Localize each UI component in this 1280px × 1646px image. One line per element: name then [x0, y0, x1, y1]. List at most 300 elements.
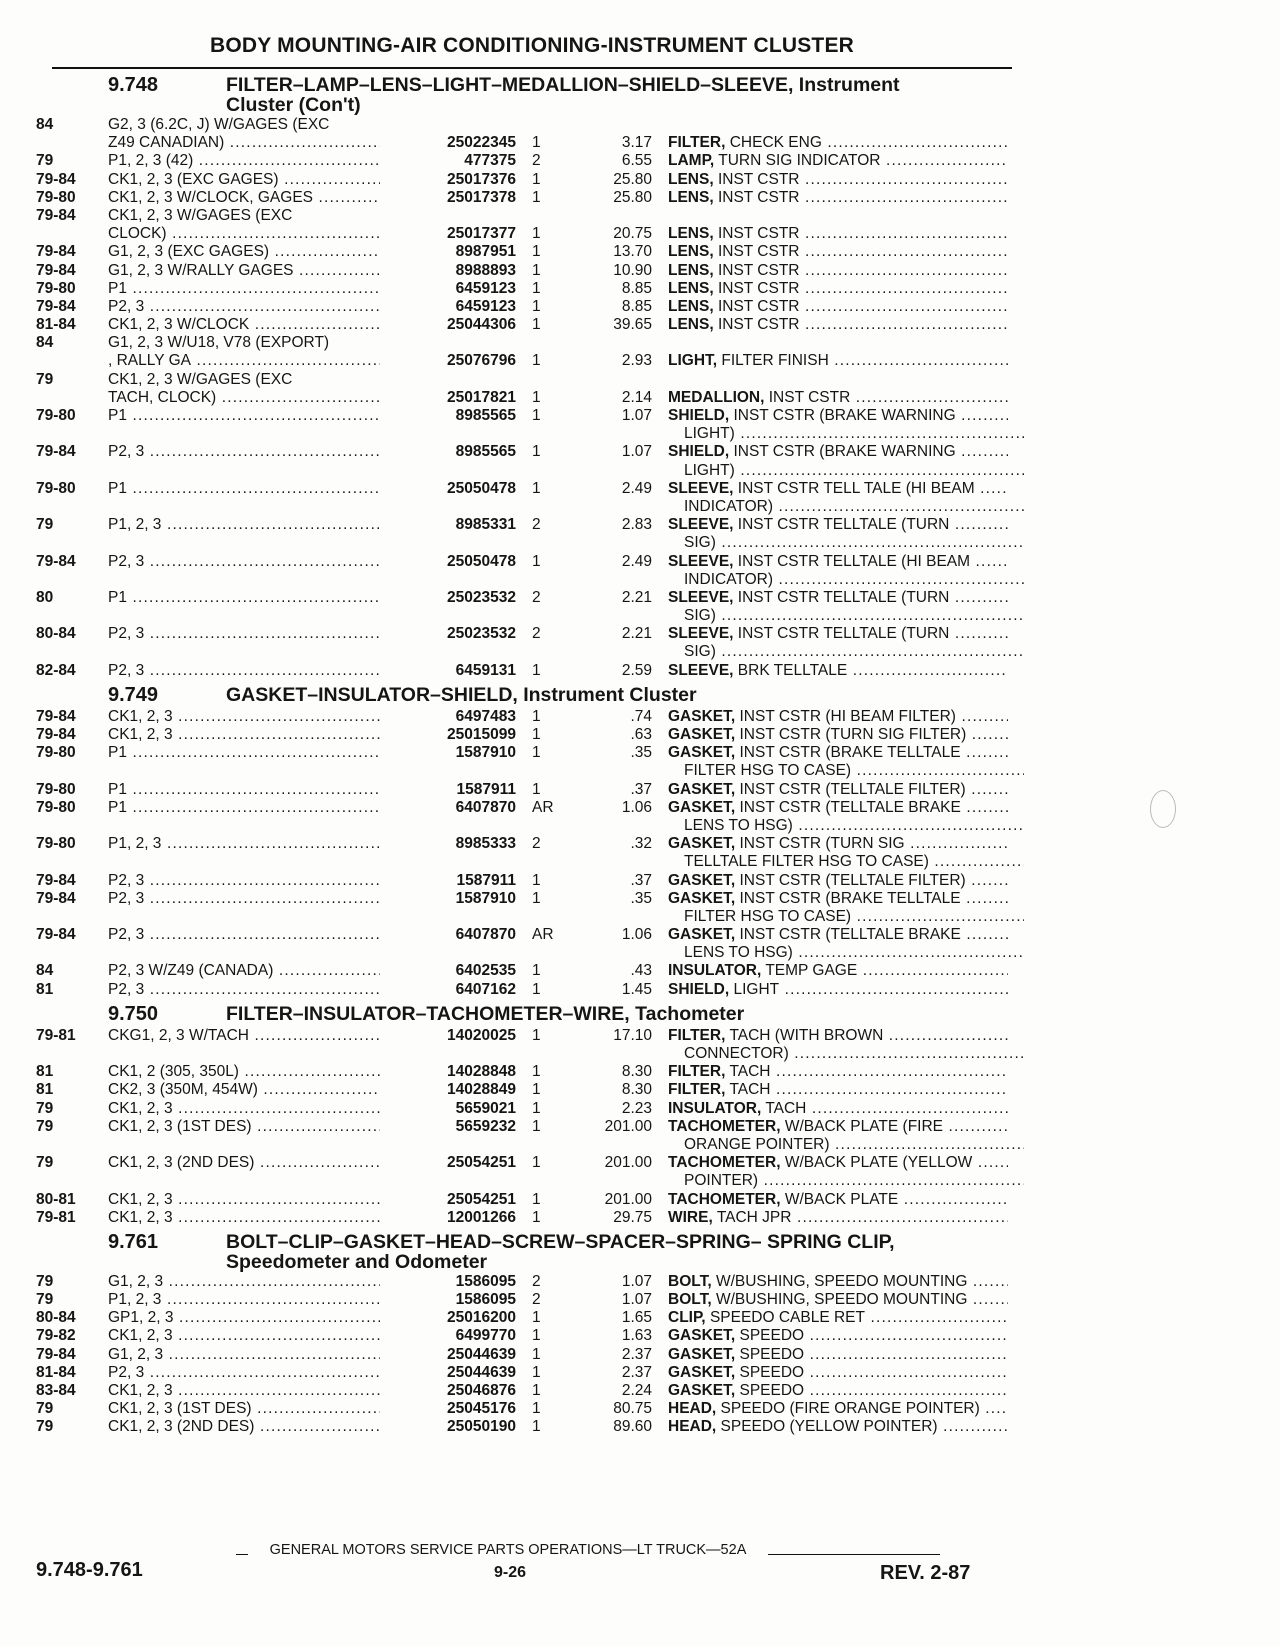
part-number: 6402535 — [455, 962, 516, 980]
model-years: 79-84 — [36, 261, 76, 279]
part-description — [668, 352, 1008, 370]
quantity: 1 — [532, 1208, 541, 1226]
quantity: 2 — [532, 588, 541, 606]
section-title-line: GASKET–INSULATOR–SHIELD, Instrument Cluster — [226, 683, 697, 706]
price: 25.80 — [613, 170, 652, 188]
model-years: 79 — [36, 1099, 54, 1117]
price: 8.30 — [621, 1081, 652, 1099]
part-description-text: TURN SIG INDICATOR — [718, 152, 881, 170]
part-row — [36, 443, 1012, 461]
part-name: GASKET, — [668, 1345, 736, 1363]
price: 8.85 — [621, 297, 652, 315]
part-number: 8985565 — [455, 407, 516, 424]
part-name: LENS, — [668, 243, 714, 261]
application: CK1, 2, 3 (EXC GAGES) ..... — [108, 171, 380, 189]
quantity: 1 — [532, 726, 541, 743]
application: CK1, 2, 3 ..... — [108, 1191, 380, 1209]
part-row — [36, 407, 1012, 425]
application: CK1, 2, 3 W/GAGES (EXC — [108, 206, 293, 224]
part-number: 6407870 — [455, 798, 516, 816]
part-number: 8985331 — [455, 516, 516, 534]
quantity: 2 — [532, 835, 541, 853]
application: G1, 2, 3 W/RALLY GAGES ..... — [108, 262, 380, 280]
footer-publisher: GENERAL MOTORS SERVICE PARTS OPERATIONS—LT TRUCK—52A — [269, 1542, 747, 1558]
price: 25.80 — [613, 188, 652, 206]
quantity: 1 — [532, 388, 541, 406]
part-description — [668, 389, 1008, 407]
part-row — [36, 352, 1012, 370]
part-number: 25017378 — [447, 188, 516, 206]
part-number: 25054251 — [447, 1154, 516, 1172]
price: 2.21 — [621, 625, 652, 643]
part-description — [668, 553, 1008, 571]
part-description — [668, 662, 1008, 680]
quantity: 2 — [532, 1291, 541, 1309]
part-name: GASKET, — [668, 1327, 736, 1345]
part-row — [36, 553, 1012, 571]
model-years: 79 — [36, 1400, 54, 1418]
quantity: 1 — [532, 1117, 541, 1135]
model-years: 79-80 — [36, 188, 76, 206]
quantity: 1 — [532, 707, 541, 725]
model-years: 79-84 — [36, 243, 76, 261]
part-number: 14028848 — [447, 1063, 516, 1081]
application: CK1, 2, 3 (2ND DES) ..... — [108, 1418, 380, 1436]
part-description-text: TACH (WITH BROWN — [729, 1026, 884, 1044]
price: 17.10 — [613, 1026, 652, 1044]
application: P1, 2, 3 (42) ..... — [108, 152, 380, 170]
part-description — [668, 298, 1008, 316]
model-years: 79 — [36, 1154, 54, 1172]
part-number: 6407162 — [455, 980, 516, 998]
part-description-text: TACH — [765, 1099, 807, 1117]
application: G1, 2, 3 (EXC GAGES) ..... — [108, 243, 380, 261]
part-name: GASKET, — [668, 726, 736, 743]
part-description — [668, 643, 1024, 661]
part-row — [36, 425, 1012, 443]
quantity: 1 — [532, 279, 541, 297]
price: 1.07 — [621, 1272, 652, 1290]
part-description — [668, 1027, 1008, 1045]
part-description — [668, 171, 1008, 189]
part-description-text: INST CSTR — [717, 297, 800, 315]
price: 6.55 — [621, 152, 652, 170]
part-name: MEDALLION, — [668, 388, 765, 406]
part-description-text: INST CSTR (BRAKE WARNING — [733, 443, 956, 461]
application: P2, 3 ..... — [108, 1364, 380, 1382]
quantity: 1 — [532, 980, 541, 998]
part-description-text: W/BACK PLATE (YELLOW — [784, 1154, 973, 1172]
part-row — [36, 334, 1012, 352]
quantity: 1 — [532, 889, 541, 907]
application: P2, 3 ..... — [108, 890, 380, 908]
part-description-text: LIGHT — [733, 980, 780, 998]
part-row — [36, 116, 1012, 134]
part-description-text: LIGHT) — [684, 461, 735, 479]
quantity: 1 — [532, 443, 541, 461]
part-row — [36, 1045, 1012, 1063]
part-row — [36, 744, 1012, 762]
quantity: 1 — [532, 1345, 541, 1363]
model-years: 79-82 — [36, 1327, 76, 1345]
part-description-text: INST CSTR (TURN SIG FILTER) — [739, 726, 967, 743]
model-years: 79-84 — [36, 443, 76, 461]
part-row — [36, 1327, 1012, 1345]
part-description — [668, 534, 1024, 552]
price: 2.59 — [621, 661, 652, 679]
part-row — [36, 625, 1012, 643]
part-description — [668, 817, 1024, 835]
section-title — [226, 1232, 1012, 1272]
part-description — [668, 890, 1008, 908]
part-name: FILTER, — [668, 134, 726, 152]
price: .35 — [630, 744, 652, 762]
quantity: 1 — [532, 243, 541, 261]
part-description-text: TEMP GAGE — [765, 962, 858, 980]
section-title-line: BOLT–CLIP–GASKET–HEAD–SCREW–SPACER–SPRING– SPRING CLIP, — [226, 1230, 895, 1253]
part-name: GASKET, — [668, 889, 736, 907]
price: 1.65 — [621, 1309, 652, 1327]
model-years: 80-84 — [36, 1309, 76, 1327]
part-name: FILTER, — [668, 1081, 726, 1099]
part-description-text: TELLTALE FILTER HSG TO CASE) — [684, 853, 929, 871]
part-number: 6459123 — [455, 279, 516, 297]
part-description-text: INST CSTR — [717, 170, 800, 188]
part-description-text: FILTER FINISH — [721, 352, 829, 370]
part-description — [668, 243, 1008, 261]
part-row — [36, 853, 1012, 871]
part-row — [36, 781, 1012, 799]
model-years: 79 — [36, 516, 54, 534]
part-name: SLEEVE, — [668, 516, 734, 534]
part-row — [36, 1209, 1012, 1227]
model-years: 84 — [36, 116, 54, 133]
footer-page-number: 9-26 — [493, 1564, 527, 1581]
part-description — [668, 926, 1008, 944]
price: 2.49 — [621, 552, 652, 570]
section-title-line-2: Speedometer and Odometer — [226, 1250, 488, 1273]
part-name: BOLT, — [668, 1291, 712, 1309]
part-name: SLEEVE, — [668, 625, 734, 643]
part-description — [668, 1118, 1008, 1136]
quantity: 1 — [532, 407, 541, 424]
quantity: AR — [532, 798, 554, 816]
price: 2.24 — [621, 1382, 652, 1399]
part-description-text: LIGHT) — [684, 425, 735, 443]
quantity: 1 — [532, 479, 541, 497]
price: .63 — [630, 726, 652, 743]
section-title-line: FILTER–INSULATOR–TACHOMETER–WIRE, Tachometer — [226, 1002, 745, 1025]
quantity: 1 — [532, 297, 541, 315]
quantity: 1 — [532, 1099, 541, 1117]
part-row — [36, 1273, 1012, 1291]
price: 1.07 — [621, 443, 652, 461]
quantity: 1 — [532, 1026, 541, 1044]
quantity: 2 — [532, 1272, 541, 1290]
application: P2, 3 ..... — [108, 443, 380, 461]
price: .32 — [630, 835, 652, 853]
price: 10.90 — [613, 261, 652, 279]
part-number: 25015099 — [447, 726, 516, 743]
part-row — [36, 516, 1012, 534]
part-row — [36, 944, 1012, 962]
part-number: 1587910 — [455, 744, 516, 762]
price: 1.06 — [621, 926, 652, 944]
application: G1, 2, 3 ..... — [108, 1273, 380, 1291]
part-name: GASKET, — [668, 744, 736, 762]
price: 201.00 — [604, 1154, 652, 1172]
part-row — [36, 171, 1012, 189]
part-row — [36, 498, 1012, 516]
part-description — [668, 225, 1008, 243]
part-row — [36, 643, 1012, 661]
quantity: 1 — [532, 1081, 541, 1099]
quantity: AR — [532, 926, 554, 944]
part-description — [668, 1382, 1008, 1400]
part-description — [668, 625, 1008, 643]
part-description — [668, 462, 1024, 480]
model-years: 79-84 — [36, 707, 76, 725]
model-years: 83-84 — [36, 1382, 76, 1399]
application: CK1, 2, 3 ..... — [108, 708, 380, 726]
part-row — [36, 1136, 1012, 1154]
application: P1 ..... — [108, 589, 380, 607]
part-name: GASKET, — [668, 871, 736, 889]
part-name: TACHOMETER, — [668, 1190, 781, 1208]
section-header — [36, 999, 1012, 1027]
quantity: 1 — [532, 1063, 541, 1081]
part-name: LENS, — [668, 188, 714, 206]
application: P2, 3 ..... — [108, 625, 380, 643]
part-row — [36, 607, 1012, 625]
application: CK1, 2, 3 ..... — [108, 1209, 380, 1227]
part-name: GASKET, — [668, 1363, 736, 1381]
model-years: 81 — [36, 1081, 54, 1099]
part-description-text: FILTER HSG TO CASE) — [684, 907, 852, 925]
part-row — [36, 243, 1012, 261]
price: 2.93 — [621, 352, 652, 370]
part-name: LENS, — [668, 279, 714, 297]
model-years: 79-81 — [36, 1208, 76, 1226]
price: 8.30 — [621, 1063, 652, 1081]
model-years: 79-80 — [36, 780, 76, 798]
model-years: 79-84 — [36, 297, 76, 315]
part-row — [36, 708, 1012, 726]
model-years: 84 — [36, 334, 54, 352]
part-description — [668, 1045, 1024, 1063]
application: P1 ..... — [108, 744, 380, 762]
part-row — [36, 389, 1012, 407]
model-years: 79-84 — [36, 206, 76, 224]
title-divider — [52, 67, 1012, 69]
part-description-text: INST CSTR — [717, 225, 800, 243]
application: G2, 3 (6.2C, J) W/GAGES (EXC — [108, 116, 330, 133]
part-name: HEAD, — [668, 1418, 717, 1436]
quantity: 1 — [532, 1309, 541, 1327]
model-years: 79-80 — [36, 744, 76, 762]
part-description-text: INST CSTR — [717, 279, 800, 297]
part-row — [36, 280, 1012, 298]
part-row — [36, 1081, 1012, 1099]
part-description — [668, 425, 1024, 443]
part-description — [668, 1100, 1008, 1118]
part-name: FILTER, — [668, 1063, 726, 1081]
part-description — [668, 908, 1024, 926]
application: CLOCK) ..... — [108, 225, 380, 243]
part-description-text: INST CSTR TELL TALE (HI BEAM — [737, 479, 975, 497]
part-row — [36, 1400, 1012, 1418]
part-name: WIRE, — [668, 1208, 713, 1226]
quantity: 1 — [532, 188, 541, 206]
part-description-text: TACH — [729, 1081, 771, 1099]
part-number: 25023532 — [447, 588, 516, 606]
model-years: 79-84 — [36, 726, 76, 743]
part-row — [36, 726, 1012, 744]
application: CK2, 3 (350M, 454W) ..... — [108, 1081, 380, 1099]
section-number: 9.750 — [108, 1002, 159, 1025]
price: .35 — [630, 889, 652, 907]
part-row — [36, 134, 1012, 152]
price: 2.83 — [621, 516, 652, 534]
part-number: 477375 — [464, 152, 516, 170]
part-name: TACHOMETER, — [668, 1117, 781, 1135]
part-row — [36, 1382, 1012, 1400]
part-name: TACHOMETER, — [668, 1154, 781, 1172]
part-description — [668, 1364, 1008, 1382]
part-name: LENS, — [668, 261, 714, 279]
part-name: GASKET, — [668, 926, 736, 944]
application: CKG1, 2, 3 W/TACH ..... — [108, 1027, 380, 1045]
part-name: LENS, — [668, 297, 714, 315]
section-header — [36, 1227, 1012, 1273]
binder-hole-mark — [1150, 790, 1176, 828]
quantity: 2 — [532, 625, 541, 643]
part-number: 8985565 — [455, 443, 516, 461]
part-number: 25046876 — [447, 1382, 516, 1399]
price: 2.37 — [621, 1363, 652, 1381]
part-row — [36, 371, 1012, 389]
part-number: 25022345 — [447, 134, 516, 152]
quantity: 1 — [532, 1400, 541, 1418]
application: P1 ..... — [108, 280, 380, 298]
part-description-text: SPEEDO (YELLOW POINTER) — [720, 1418, 938, 1436]
price: 3.17 — [621, 134, 652, 152]
part-description — [668, 443, 1008, 461]
part-name: SHIELD, — [668, 443, 730, 461]
part-number: 14020025 — [447, 1026, 516, 1044]
price: 1.06 — [621, 798, 652, 816]
part-row — [36, 534, 1012, 552]
part-row — [36, 571, 1012, 589]
part-row — [36, 962, 1012, 980]
part-row — [36, 1118, 1012, 1136]
price: .37 — [630, 780, 652, 798]
part-description-text: INST CSTR (TELLTALE FILTER) — [739, 871, 966, 889]
part-name: SLEEVE, — [668, 588, 734, 606]
price: 39.65 — [613, 316, 652, 334]
quantity: 1 — [532, 225, 541, 243]
part-description — [668, 1136, 1024, 1154]
application: P2, 3 ..... — [108, 298, 380, 316]
application: G1, 2, 3 ..... — [108, 1346, 380, 1364]
application: CK1, 2, 3 W/CLOCK, GAGES ..... — [108, 189, 380, 207]
quantity: 1 — [532, 1154, 541, 1172]
model-years: 79-80 — [36, 835, 76, 853]
part-number: 5659021 — [455, 1099, 516, 1117]
part-number: 8988893 — [455, 261, 516, 279]
quantity: 2 — [532, 152, 541, 170]
model-years: 79-84 — [36, 1345, 76, 1363]
part-description-text: SPEEDO — [739, 1363, 805, 1381]
quantity: 1 — [532, 316, 541, 334]
part-description — [668, 498, 1024, 516]
part-description — [668, 1327, 1008, 1345]
section-title-line: FILTER–LAMP–LENS–LIGHT–MEDALLION–SHIELD–SLEEVE, Instrument — [226, 74, 900, 96]
section-title — [226, 75, 1012, 115]
application: CK1, 2, 3 (1ST DES) ..... — [108, 1118, 380, 1136]
application: P1 ..... — [108, 781, 380, 799]
part-description-text: INST CSTR (HI BEAM FILTER) — [739, 707, 956, 725]
part-description-text: FILTER HSG TO CASE) — [684, 762, 852, 780]
section-title-line-2: Cluster (Con't) — [226, 94, 361, 116]
part-number: 5659232 — [455, 1117, 516, 1135]
application: Z49 CANADIAN) ..... — [108, 134, 380, 152]
part-description — [668, 1309, 1008, 1327]
price: 13.70 — [613, 243, 652, 261]
part-number: 12001266 — [447, 1208, 516, 1226]
part-description-text: SIG) — [684, 607, 716, 625]
part-description-text: INST CSTR — [717, 188, 800, 206]
application: CK1, 2, 3 (1ST DES) ..... — [108, 1400, 380, 1418]
price: 2.23 — [621, 1099, 652, 1117]
part-number: 25044639 — [447, 1345, 516, 1363]
price: 8.85 — [621, 279, 652, 297]
part-name: GASKET, — [668, 835, 736, 853]
footer-rule-right — [768, 1554, 940, 1555]
part-description-text: INST CSTR (TURN SIG — [739, 835, 905, 853]
part-name: LIGHT, — [668, 352, 718, 370]
section-number: 9.761 — [108, 1230, 159, 1253]
quantity: 1 — [532, 744, 541, 762]
part-description-text: INST CSTR — [717, 243, 800, 261]
price: .37 — [630, 871, 652, 889]
part-row — [36, 298, 1012, 316]
model-years: 79 — [36, 1418, 54, 1436]
application: TACH, CLOCK) ..... — [108, 389, 380, 407]
part-description-text: ORANGE POINTER) — [684, 1135, 830, 1153]
part-row — [36, 225, 1012, 243]
quantity: 1 — [532, 261, 541, 279]
part-name: LENS, — [668, 316, 714, 334]
part-description-text: W/BUSHING, SPEEDO MOUNTING — [715, 1291, 968, 1309]
application: P2, 3 W/Z49 (CANADA) ..... — [108, 962, 380, 980]
part-description-text: W/BACK PLATE — [784, 1190, 899, 1208]
part-description-text: INST CSTR — [768, 388, 851, 406]
parts-list — [36, 70, 1012, 1437]
part-number: 25044639 — [447, 1363, 516, 1381]
part-description — [668, 1418, 1008, 1436]
part-row — [36, 872, 1012, 890]
model-years: 81 — [36, 1063, 54, 1081]
part-row — [36, 1191, 1012, 1209]
application: CK1, 2, 3 (2ND DES) ..... — [108, 1154, 380, 1172]
part-description-text: LENS TO HSG) — [684, 944, 793, 962]
part-description-text: INST CSTR (TELLTALE BRAKE — [739, 926, 961, 944]
part-description — [668, 726, 1008, 744]
part-row — [36, 189, 1012, 207]
model-years: 79-84 — [36, 889, 76, 907]
part-number: 25016200 — [447, 1309, 516, 1327]
